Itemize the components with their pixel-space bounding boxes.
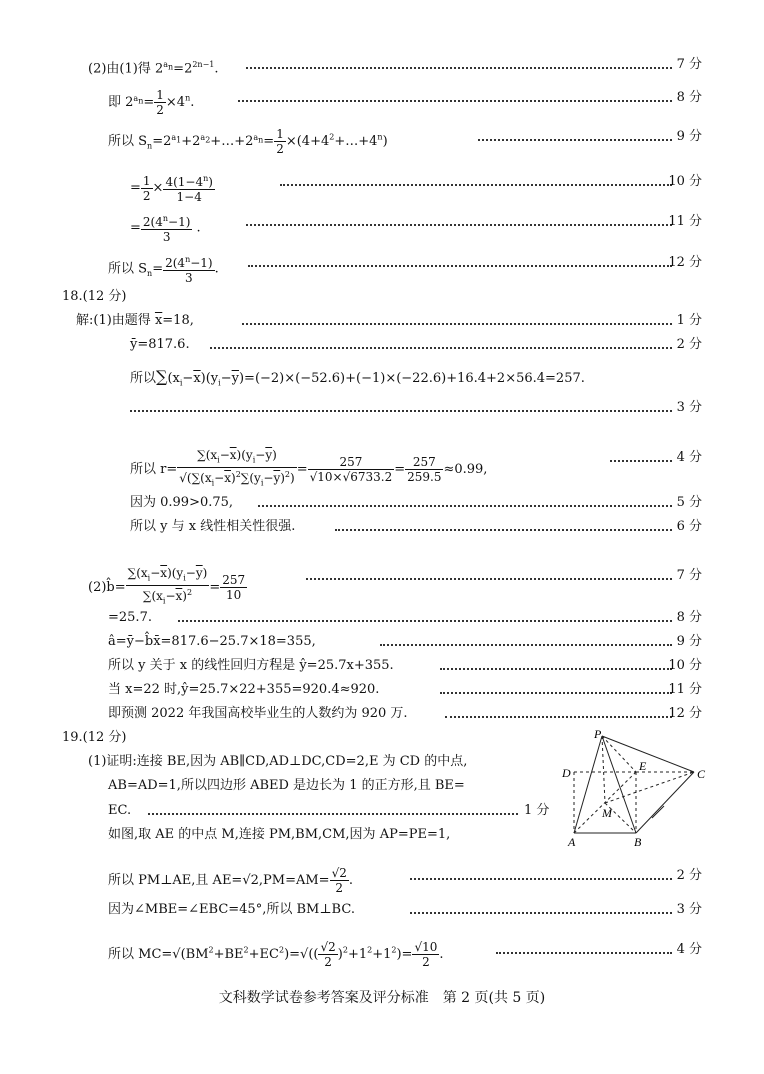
line-l16	[0, 608, 764, 628]
line-text: EC.	[108, 803, 132, 818]
line-l28	[0, 940, 764, 969]
line-text: 所以 y 与 x 线性相关性很强.	[130, 519, 296, 534]
line-text: 所以$\sum(x_i-\overline{x})(y_i-\overline{y})=(-2)\times(-52.6)+(-1)\times(-22.6)+16.4+2\times 56.4=257$.	[130, 367, 585, 388]
score: 10 分	[668, 174, 702, 189]
line-l2	[0, 88, 764, 117]
score: 9 分	[676, 634, 702, 649]
line-text: 所以 $S_n=2^{a1}+2^{a2}+\dots+2^{an}=$ $\frac{1}{2}$ $\times(4+4^2+\dots+4^n)$	[108, 127, 388, 156]
line-l4	[0, 172, 764, 204]
line-l18	[0, 656, 764, 676]
line-l3	[0, 127, 764, 156]
line-l13	[0, 493, 764, 513]
heading-text: 18.(12 分)	[62, 289, 127, 304]
label-d: D	[562, 766, 571, 780]
leader-dots	[280, 184, 672, 186]
question-heading-18	[0, 287, 764, 307]
page-footer: 文科数学试卷参考答案及评分标准 第 2 页(共 5 页)	[218, 990, 546, 1006]
edge-pm	[602, 736, 605, 803]
line-l11	[0, 398, 764, 418]
line-l17	[0, 632, 764, 652]
leader-dots	[148, 813, 518, 815]
line-l9	[0, 335, 764, 355]
line-text: 因为 0.99>0.75,	[130, 495, 234, 510]
label-m: M	[602, 806, 612, 820]
leader-dots	[610, 460, 672, 462]
line-text: 即预测 2022 年我国高校毕业生的人数约为 920 万.	[108, 706, 408, 721]
line-text: 解:(1)由题得 $\overline{x}=18$,	[76, 313, 194, 328]
score: 1 分	[676, 313, 702, 328]
leader-dots	[130, 410, 672, 412]
line-text: = $\frac{2(4^n-1)}{3}$ .	[130, 214, 201, 244]
line-l1	[0, 55, 764, 75]
score: 2 分	[676, 337, 702, 352]
label-b: B	[634, 835, 642, 849]
line-l15	[0, 566, 764, 606]
line-text: 如图,取 AE 的中点 M,连接 PM,BM,CM,因为 AP=PE=1,	[108, 827, 451, 842]
line-l8	[0, 311, 764, 331]
label-a: A	[568, 835, 576, 849]
pyramid-figure	[560, 728, 710, 853]
line-l26	[0, 866, 764, 895]
leader-dots	[335, 529, 672, 531]
leader-dots	[410, 912, 672, 914]
score: 8 分	[676, 610, 702, 625]
score: 2 分	[676, 868, 702, 883]
leader-dots	[178, 620, 672, 622]
line-text: 所以 y 关于 x 的线性回归方程是 ŷ=25.7x+355.	[108, 658, 394, 673]
leader-dots	[496, 952, 672, 954]
score: 9 分	[676, 129, 702, 144]
score: 1 分	[524, 803, 550, 818]
leader-dots	[306, 578, 672, 580]
score: 7 分	[676, 57, 702, 72]
score: 4 分	[676, 450, 702, 465]
score: 6 分	[676, 519, 702, 534]
leader-dots	[410, 878, 672, 880]
label-c: C	[697, 767, 706, 781]
line-l19	[0, 680, 764, 700]
leader-dots	[380, 644, 672, 646]
leader-dots	[210, 347, 672, 349]
leader-dots	[238, 100, 672, 102]
leader-dots	[248, 265, 672, 267]
line-text: (2)b̂= $\frac{\sum(x_i-\overline{x})(y_i-\overline{y})}{\sum(x_i-\overline{x})^2}$ = $\frac{257}{10}$	[88, 566, 246, 606]
leader-dots	[242, 323, 672, 325]
score: 11 分	[668, 214, 702, 229]
line-text: =25.7.	[108, 610, 152, 625]
edge-pa	[574, 736, 602, 833]
leader-dots	[440, 692, 672, 694]
label-p: P	[594, 728, 602, 741]
edge-mc	[605, 772, 694, 803]
line-l5	[0, 212, 764, 244]
leader-dots	[246, 224, 672, 226]
edge-bc	[636, 772, 694, 833]
line-text: 所以 $S_n=$ $\frac{2(4^n-1)}{3}$ .	[108, 255, 219, 285]
line-text: 所以 PM⊥AE,且 AE=√2,PM=AM= $\frac{√2}{2}$ .	[108, 866, 353, 895]
line-text: = $\frac{1}{2}$ × $\frac{4(1-4^n)}{1-4}$	[130, 173, 213, 204]
line-l27	[0, 900, 764, 920]
line-text: 因为∠MBE=∠EBC=45°,所以 BM⊥BC.	[108, 902, 355, 917]
line-text: (1)证明:连接 BE,因为 AB∥CD,AD⊥DC,CD=2,E 为 CD 的中点,	[88, 754, 468, 769]
score: 10 分	[668, 658, 702, 673]
edge-pe	[602, 736, 636, 772]
score: 5 分	[676, 495, 702, 510]
score: 3 分	[676, 400, 702, 415]
leader-dots	[440, 668, 672, 670]
score: 4 分	[676, 942, 702, 957]
line-l12	[0, 448, 764, 488]
line-text: 当 x=22 时,ŷ=25.7×22+355=920.4≈920.	[108, 682, 380, 697]
score: 12 分	[668, 706, 702, 721]
score: 7 分	[676, 568, 702, 583]
line-l10	[0, 367, 764, 387]
line-text: â=ȳ−b̂x̄=817.6−25.7×18=355,	[108, 634, 316, 649]
label-e: E	[639, 759, 647, 773]
line-l20	[0, 704, 764, 724]
slash-mark	[652, 806, 664, 818]
line-text: 所以 r= $\frac{\sum(x_i-\overline{x})(y_i-\overline{y})}{√(\sum(x_i-\overline{x})^2\sum(y_i-\overline{y})^2)}$ = $\frac{257}{√10\times√6733.2}$ = $\frac{257}{259.5}$ ≈0.99,	[130, 448, 488, 488]
line-l14	[0, 517, 764, 537]
line-text: 即 $2^{an}=$ $\frac{1}{2}$ $\times 4^n$.	[108, 88, 195, 117]
line-text: AB=AD=1,所以四边形 ABED 是边长为 1 的正方形,且 BE=	[108, 778, 465, 793]
line-text: ȳ=817.6.	[130, 337, 190, 352]
line-l6	[0, 253, 764, 285]
edge-pc	[602, 736, 694, 772]
score: 11 分	[668, 682, 702, 697]
leader-dots	[258, 505, 672, 507]
leader-dots	[246, 67, 672, 69]
line-text: 所以 $MC=√(BM^2+BE^2+EC^2)=√$(( $\frac{√2}{2}$ )$^2+1^2+1^2)=$ $\frac{√10}{2}$ .	[108, 940, 444, 969]
score: 12 分	[668, 255, 702, 270]
score: 3 分	[676, 902, 702, 917]
score: 8 分	[676, 90, 702, 105]
heading-text: 19.(12 分)	[62, 730, 127, 745]
leader-dots	[478, 139, 672, 141]
leader-dots	[445, 716, 672, 718]
line-text: (2)由(1)得 $2^{an}=2^{2n-1}$.	[88, 60, 219, 77]
